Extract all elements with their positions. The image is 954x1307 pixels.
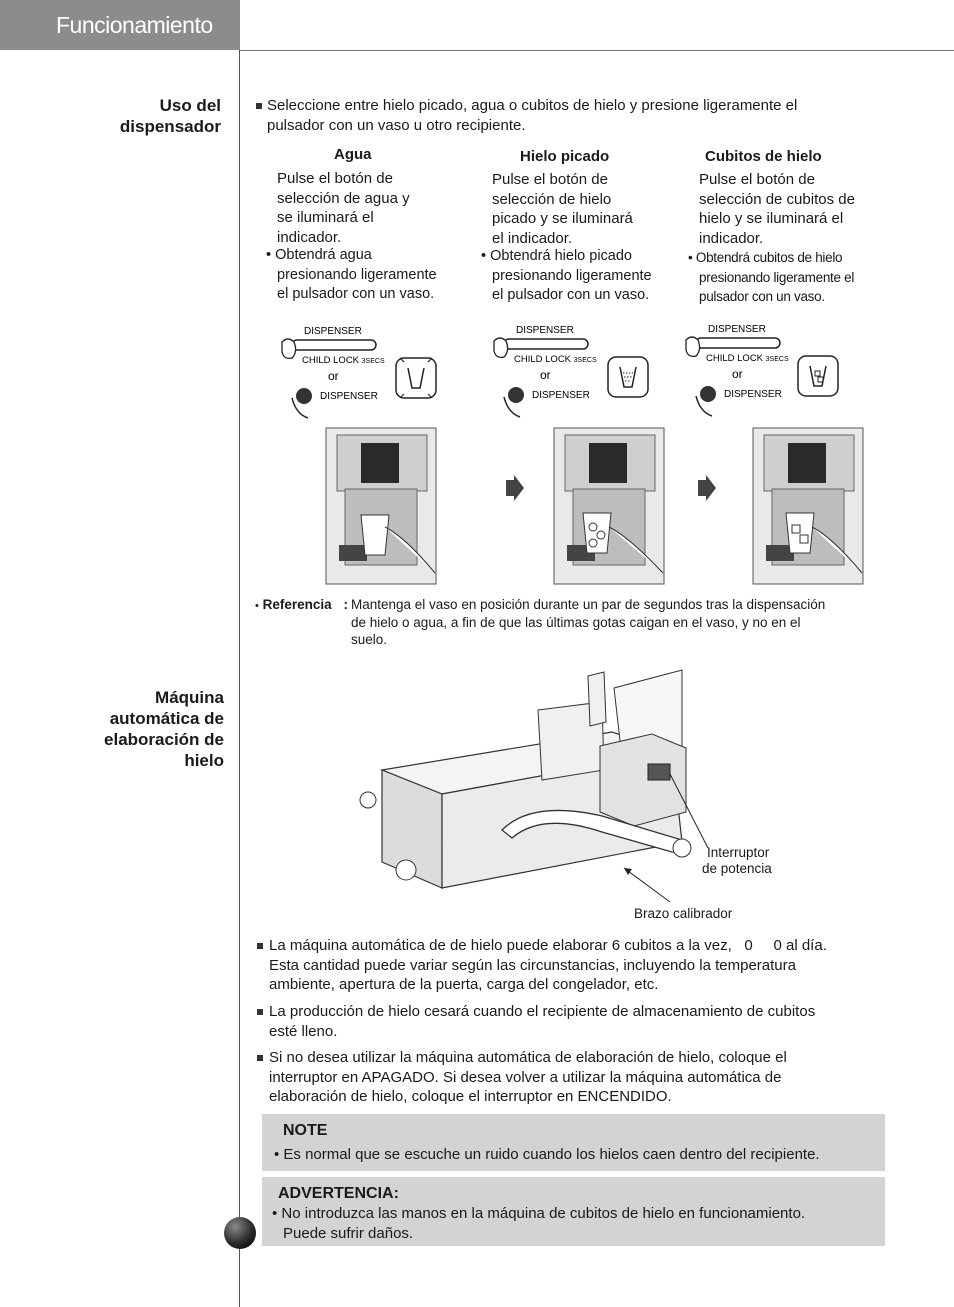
hand-icon: [282, 339, 296, 358]
text-line: selección de hielo: [492, 190, 612, 208]
text-line: picado y se iluminará: [492, 210, 633, 227]
section-title-line: dispensador: [119, 117, 221, 136]
icemaker-bullet-1: [269, 936, 827, 995]
section-title-icemaker: [104, 687, 224, 771]
text-line: interruptor en APAGADO. Si desea volver a utilizar la máquina automática de: [269, 1068, 782, 1086]
text-line: selección de cubitos de: [699, 190, 855, 208]
text-line: Seleccione entre hielo picado, agua o cubitos de hielo y presione ligeramente el: [267, 97, 798, 114]
section-title-dispenser: [120, 95, 221, 137]
text-line: presionando ligeramente: [492, 267, 652, 284]
page-marker-dot: [224, 1217, 256, 1249]
dispenser-ice-cubes-illustration: [752, 427, 864, 585]
warning-title: ADVERTENCIA:: [278, 1185, 399, 1202]
text-line: Puede sufrir daños.: [283, 1225, 414, 1242]
panel-label-or: or: [328, 369, 339, 383]
text-line: el pulsador con un vaso.: [492, 287, 650, 303]
reference-text: [351, 596, 825, 649]
text-line: La máquina automática de de hielo puede elaborar 6 cubitos a la vez, 0 0 al día.: [269, 937, 827, 954]
column-heading-water: Agua: [334, 146, 372, 163]
panel-label-child-lock: CHILD LOCK 3SECS: [706, 353, 789, 364]
text-line: pulsador con un vaso.: [699, 289, 825, 304]
text-line: No introduzca las manos en la máquina de cubitos de hielo en funcionamiento.: [281, 1205, 806, 1222]
text-line: La producción de hielo cesará cuando el recipiente de almacenamiento de cubitos: [269, 1003, 816, 1020]
bullet-square: [257, 1009, 263, 1015]
text-line: esté lleno.: [269, 1022, 338, 1040]
text-line: selección de agua y: [277, 189, 410, 207]
header-rule: [240, 50, 954, 51]
header-tab: [0, 0, 240, 50]
arrow-right-icon: [696, 474, 718, 502]
dispenser-bar: [504, 339, 588, 349]
hand-press-icon: [292, 388, 312, 418]
text-line: Pulse el botón de: [277, 170, 393, 187]
text-line: hielo y se iluminará el: [699, 210, 844, 227]
section-title-line: automática de: [109, 709, 224, 728]
text-line: Obtendrá cubitos de hielo: [695, 250, 843, 265]
dispenser-bar: [696, 338, 780, 348]
text-line: Esta cantidad puede variar según las circunstancias, incluyendo la temperatura: [269, 956, 796, 974]
text-line: elaboración de hielo, coloque el interruptor en ENCENDIDO.: [269, 1088, 672, 1105]
panel-label-or: or: [540, 368, 551, 382]
panel-label-dispenser: DISPENSER: [304, 326, 362, 337]
bullet-square: [257, 943, 263, 949]
text-line: se iluminará el: [277, 209, 374, 226]
label-calibrating-arm: Brazo calibrador: [634, 906, 733, 921]
panel-label-dispenser: DISPENSER: [320, 391, 378, 402]
hand-icon: [686, 337, 700, 356]
panel-label-or: or: [732, 367, 743, 381]
dispenser-bar: [292, 340, 376, 350]
control-panel-water: [278, 318, 458, 430]
column-heading-ice-cubes: Cubitos de hielo: [705, 148, 822, 165]
reference-label: Referencia: [262, 597, 332, 612]
bullet-square: [257, 1055, 263, 1061]
note-box: [262, 1114, 885, 1171]
warning-box: [262, 1177, 885, 1246]
text-line: indicador.: [699, 229, 764, 247]
reference-colon: :: [343, 597, 348, 612]
text-line: Si no desea utilizar la máquina automática de elaboración de hielo, coloque el: [269, 1049, 787, 1066]
text-line: de hielo o agua, a fin de que las últimas gotas caigan en el vaso, y no en el: [351, 614, 801, 630]
section-title-line: elaboración de: [104, 730, 224, 749]
ice-cube-icon: [798, 356, 838, 396]
icemaker-illustration: [352, 662, 792, 924]
text-line: presionando ligeramente el: [699, 269, 855, 285]
panel-label-child-lock: CHILD LOCK 3SECS: [514, 354, 597, 365]
text-line: de potencia: [702, 861, 772, 876]
text-line: el pulsador con un vaso.: [277, 286, 435, 302]
note-title: NOTE: [283, 1122, 328, 1139]
section-title-line: Máquina: [155, 688, 224, 707]
panel-label-child-lock: CHILD LOCK 3SECS: [302, 355, 385, 366]
column-bullet-ice-cubes: • Obtendrá cubitos de hielo presionando ligeramente el pulsador con un vaso.: [688, 248, 854, 307]
section-title-line: hielo: [184, 751, 224, 770]
text-line: ambiente, apertura de la puerta, carga del congelador, etc.: [269, 976, 659, 993]
column-heading-crushed-ice: Hielo picado: [520, 148, 610, 165]
note-text: • Es normal que se escuche un ruido cuando los hielos caen dentro del recipiente.: [274, 1146, 820, 1163]
control-panel-crushed-ice: [492, 318, 672, 430]
column-bullet-water: • Obtendrá agua presionando ligeramente el pulsador con un vaso.: [266, 246, 437, 305]
panel-label-dispenser: DISPENSER: [708, 324, 766, 335]
column-bullet-crushed-ice: • Obtendrá hielo picado presionando ligeramente el pulsador con un vaso.: [481, 247, 652, 306]
reference-note: • Referencia :: [255, 597, 348, 612]
text-line: Obtendrá agua: [275, 247, 372, 263]
text-line: Pulse el botón de: [699, 171, 815, 188]
warning-text: • No introduzca las manos en la máquina de cubitos de hielo en funcionamiento. Puede sufrir daños.: [272, 1205, 806, 1242]
bullet-square: [256, 103, 262, 109]
column-text-crushed-ice: [492, 170, 633, 248]
text-line: Obtendrá hielo picado: [490, 248, 632, 264]
text-line: el indicador.: [492, 229, 573, 247]
hand-press-icon: [696, 386, 716, 416]
label-power-switch: [702, 845, 772, 877]
panel-label-dispenser: DISPENSER: [724, 389, 782, 400]
section-title-line: Uso del: [159, 96, 221, 115]
panel-label-dispenser: DISPENSER: [532, 390, 590, 401]
panel-label-dispenser: DISPENSER: [516, 325, 574, 336]
text-line: pulsador con un vaso u otro recipiente.: [267, 116, 526, 134]
control-panel-ice-cubes: [684, 317, 864, 429]
arrow-right-icon: [504, 474, 526, 502]
text-line: Es normal que se escuche un ruido cuando los hielos caen dentro del recipiente.: [283, 1146, 820, 1163]
crushed-ice-icon: [608, 357, 648, 397]
intro-paragraph: [267, 96, 797, 135]
text-line: Pulse el botón de: [492, 171, 608, 188]
text-line: suelo.: [351, 632, 388, 647]
column-text-ice-cubes: [699, 170, 855, 248]
icemaker-bullet-2: [269, 1002, 815, 1041]
water-glass-icon: [396, 358, 436, 398]
page-title: Funcionamiento: [56, 12, 213, 38]
hand-icon: [494, 338, 508, 357]
text-line: Interruptor: [707, 845, 770, 860]
hand-press-icon: [504, 387, 524, 417]
text-line: Mantenga el vaso en posición durante un par de segundos tras la dispensación: [351, 597, 826, 612]
column-text-water: [277, 169, 410, 247]
dispenser-water-illustration: [325, 427, 437, 585]
dispenser-crushed-ice-illustration: [553, 427, 665, 585]
text-line: presionando ligeramente: [277, 266, 437, 283]
margin-rule: [239, 50, 240, 1307]
text-line: indicador.: [277, 228, 342, 246]
icemaker-bullet-3: [269, 1048, 787, 1107]
